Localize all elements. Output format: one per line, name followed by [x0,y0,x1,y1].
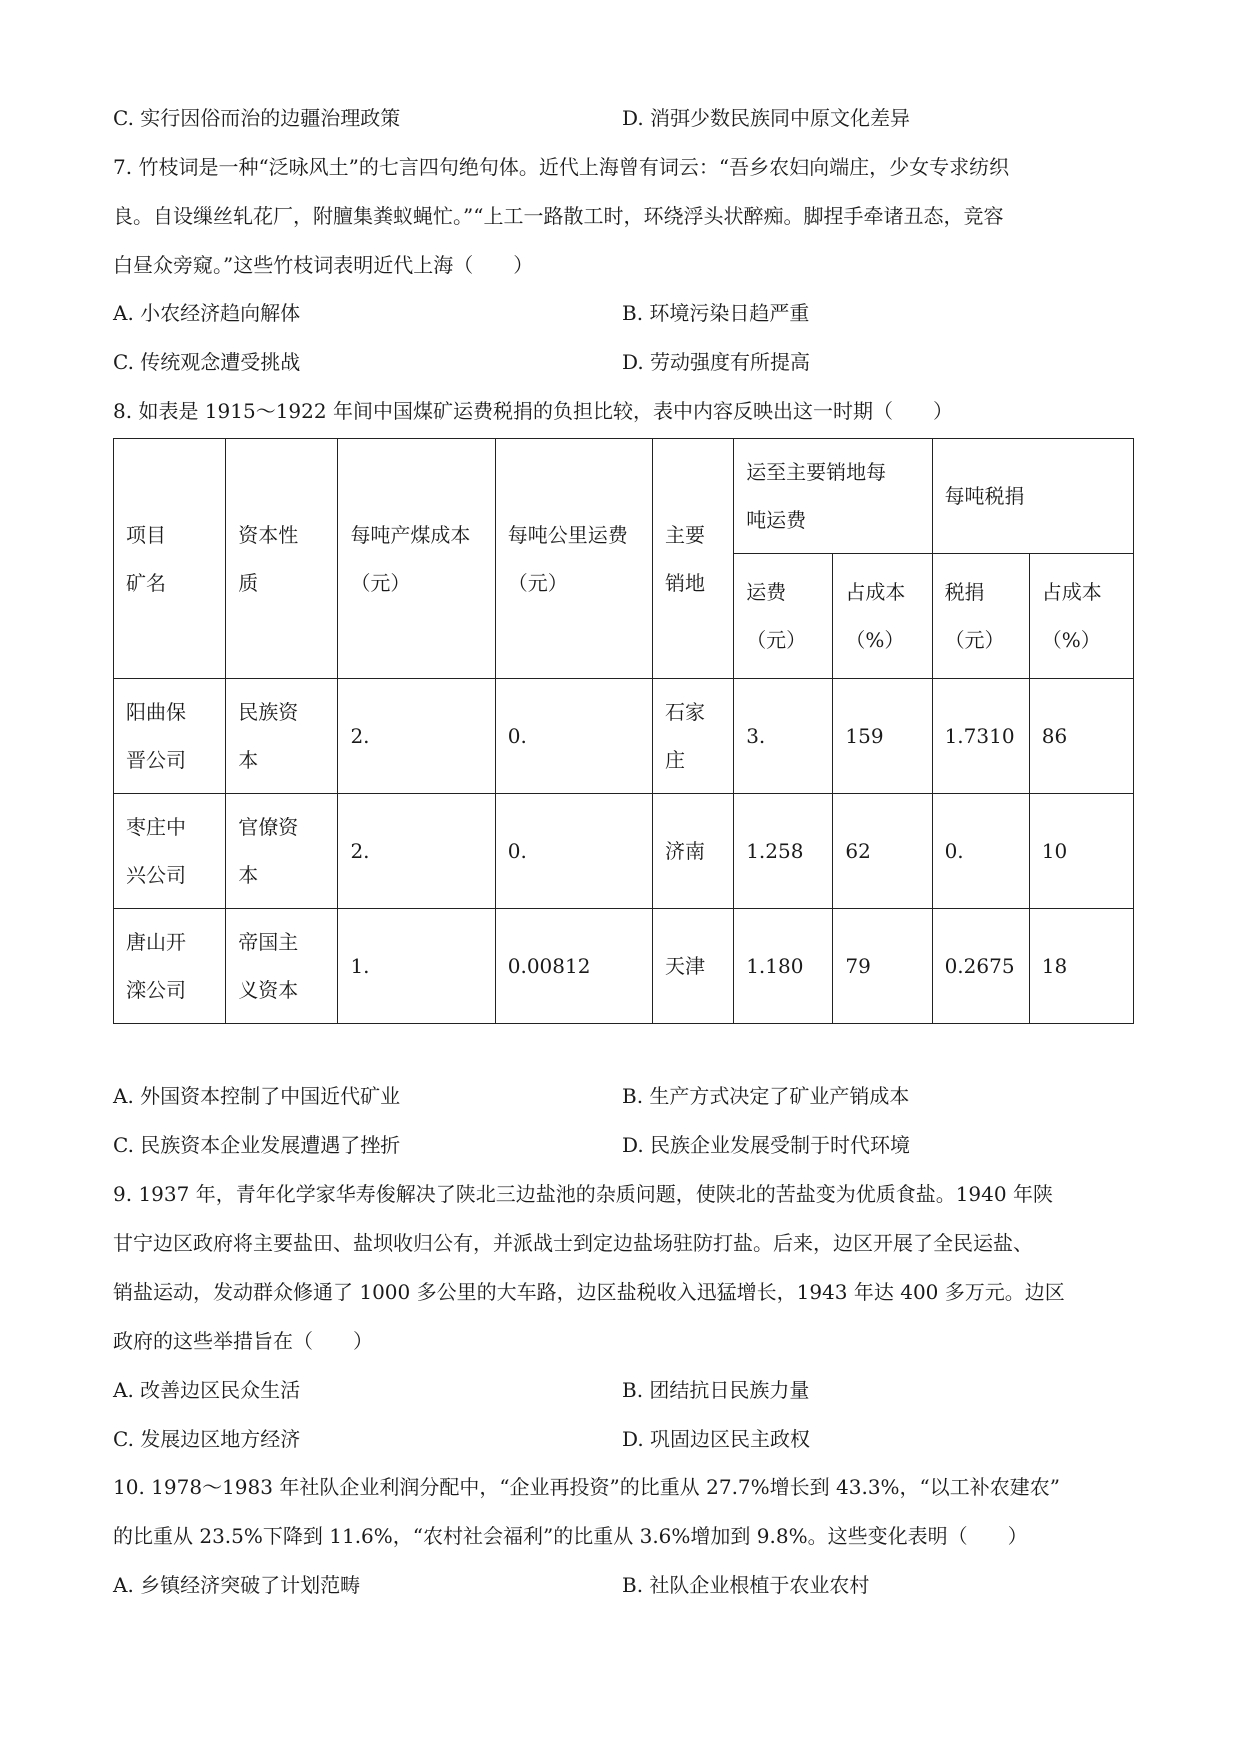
row-freight: 0. [495,679,652,794]
row-fee: 3. [734,679,833,794]
q9-stem-line-4: 政府的这些举措旨在（ ） [113,1329,373,1353]
q7-stem-line-3: 白昼众旁窥。”这些竹枝词表明近代上海（ ） [113,253,534,277]
table-row [114,909,1134,1024]
header-freight: 每吨公里运费 （元） [495,439,652,679]
row-fee: 1.180 [734,909,833,1024]
row-market: 石家 庄 [653,679,734,794]
q9-stem-line-3: 销盐运动，发动群众修通了 1000 多公里的大车路，边区盐税收入迅猛增长，1943 年达 400 多万元。边区 [113,1280,1065,1304]
row-cost: 2. [338,794,495,909]
header-tax: 税捐 （元） [932,554,1029,679]
q9-option-b: B. 团结抗日民族力量 [622,1378,810,1402]
q9-option-d: D. 巩固边区民主政权 [622,1427,811,1451]
header-cost: 每吨产煤成本 （元） [338,439,495,679]
header-tax-pct: 占成本 （%） [1029,554,1133,679]
row-capital: 帝国主 义资本 [226,909,338,1024]
table-header-row-1 [114,439,1134,554]
q9-option-a: A. 改善边区民众生活 [113,1378,301,1402]
row-fee: 1.258 [734,794,833,909]
table-row [114,679,1134,794]
q10-stem-line-2: 的比重从 23.5%下降到 11.6%，“农村社会福利”的比重从 3.6%增加到 9.8%。这些变化表明（ ） [113,1524,1028,1548]
q8-stem: 8. 如表是 1915～1922 年间中国煤矿运费税捐的负担比较，表中内容反映出这一时期（ ） [113,399,953,423]
q10-option-b: B. 社队企业根植于农业农村 [622,1573,870,1597]
header-tax-group: 每吨税捐 [932,439,1133,554]
header-fee-pct: 占成本 （%） [833,554,932,679]
q7-stem-line-2: 良。自设缫丝轧花厂，附膻集粪蚁蝇忙。”“上工一路散工时，环绕浮头状醉痴。脚捏手牵诸丑态，竞容 [113,204,1004,228]
table-row [114,794,1134,909]
row-market: 济南 [653,794,734,909]
header-item: 项目 矿名 [114,439,226,679]
row-freight: 0. [495,794,652,909]
header-fee: 运费 （元） [734,554,833,679]
q10-stem-line-1: 10. 1978～1983 年社队企业利润分配中，“企业再投资”的比重从 27.7%增长到 43.3%，“以工补农建农” [113,1475,1061,1499]
q9-stem-line-2: 甘宁边区政府将主要盐田、盐坝收归公有，并派战士到定边盐场驻防打盐。后来，边区开展了全民运盐、 [113,1231,1033,1255]
q7-option-b: B. 环境污染日趋严重 [622,301,810,325]
q7-stem-line-1: 7. 竹枝词是一种“泛咏风土”的七言四句绝句体。近代上海曾有词云：“吾乡农妇向端庄，少女专求纺织 [113,155,1010,179]
coal-cost-table [113,438,1134,1024]
row-capital: 官僚资 本 [226,794,338,909]
row-name: 唐山开 滦公司 [114,909,226,1024]
row-name: 枣庄中 兴公司 [114,794,226,909]
q8-option-c: C. 民族资本企业发展遭遇了挫折 [113,1133,401,1157]
row-fee-pct: 159 [833,679,932,794]
header-transport-group: 运至主要销地每 吨运费 [734,439,932,554]
header-market: 主要 销地 [653,439,734,679]
row-name: 阳曲保 晋公司 [114,679,226,794]
row-cost: 1. [338,909,495,1024]
row-tax: 1.7310 [932,679,1029,794]
row-freight: 0.00812 [495,909,652,1024]
row-capital: 民族资 本 [226,679,338,794]
q8-option-d: D. 民族企业发展受制于时代环境 [622,1133,911,1157]
q10-option-a: A. 乡镇经济突破了计划范畴 [113,1573,361,1597]
row-tax: 0.2675 [932,909,1029,1024]
row-fee-pct: 79 [833,909,932,1024]
q6-option-c: C. 实行因俗而治的边疆治理政策 [113,106,401,130]
row-market: 天津 [653,909,734,1024]
row-fee-pct: 62 [833,794,932,909]
row-tax-pct: 86 [1029,679,1133,794]
q9-stem-line-1: 9. 1937 年，青年化学家华寿俊解决了陕北三边盐池的杂质问题，使陕北的苦盐变为优质食盐。1940 年陕 [113,1182,1053,1206]
row-cost: 2. [338,679,495,794]
q8-option-a: A. 外国资本控制了中国近代矿业 [113,1084,401,1108]
q8-option-b: B. 生产方式决定了矿业产销成本 [622,1084,910,1108]
q9-option-c: C. 发展边区地方经济 [113,1427,301,1451]
q7-option-d: D. 劳动强度有所提高 [622,350,811,374]
q7-option-a: A. 小农经济趋向解体 [113,301,301,325]
row-tax-pct: 10 [1029,794,1133,909]
header-capital: 资本性 质 [226,439,338,679]
q6-option-d: D. 消弭少数民族同中原文化差异 [622,106,911,130]
row-tax-pct: 18 [1029,909,1133,1024]
row-tax: 0. [932,794,1029,909]
q7-option-c: C. 传统观念遭受挑战 [113,350,301,374]
